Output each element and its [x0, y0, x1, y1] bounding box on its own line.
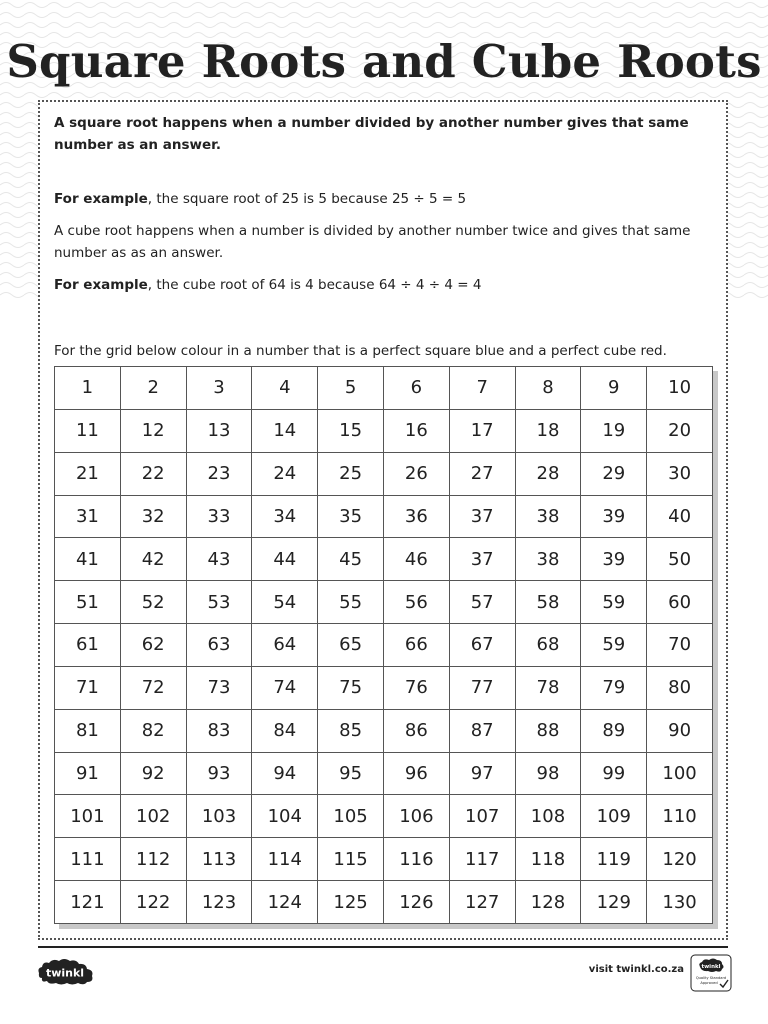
- grid-cell[interactable]: 61: [55, 624, 121, 667]
- grid-cell[interactable]: 129: [581, 881, 647, 924]
- grid-cell[interactable]: 5: [318, 367, 384, 410]
- grid-cell[interactable]: 76: [383, 666, 449, 709]
- grid-cell[interactable]: 63: [186, 624, 252, 667]
- grid-cell[interactable]: 96: [383, 752, 449, 795]
- grid-cell[interactable]: 1: [55, 367, 121, 410]
- grid-row: [55, 709, 713, 752]
- grid-row: [55, 538, 713, 581]
- grid-cell[interactable]: 81: [55, 709, 121, 752]
- grid-cell[interactable]: 12: [120, 409, 186, 452]
- grid-cell[interactable]: 99: [581, 752, 647, 795]
- grid-cell[interactable]: 79: [581, 666, 647, 709]
- grid-cell[interactable]: 117: [449, 838, 515, 881]
- grid-cell[interactable]: 59: [581, 624, 647, 667]
- grid-cell[interactable]: 57: [449, 581, 515, 624]
- grid-cell[interactable]: 73: [186, 666, 252, 709]
- grid-cell[interactable]: 13: [186, 409, 252, 452]
- grid-cell[interactable]: 88: [515, 709, 581, 752]
- grid-cell[interactable]: 16: [383, 409, 449, 452]
- grid-cell[interactable]: 14: [252, 409, 318, 452]
- grid-cell[interactable]: 54: [252, 581, 318, 624]
- grid-cell[interactable]: 91: [55, 752, 121, 795]
- example-lead: For example: [54, 277, 148, 293]
- grid-cell[interactable]: 60: [647, 581, 713, 624]
- grid-cell[interactable]: 2: [120, 367, 186, 410]
- grid-cell[interactable]: 74: [252, 666, 318, 709]
- grid-row: [55, 367, 713, 410]
- square-root-example: [54, 188, 718, 210]
- grid-cell[interactable]: 77: [449, 666, 515, 709]
- grid-cell[interactable]: 10: [647, 367, 713, 410]
- grid-row: [55, 666, 713, 709]
- grid-cell[interactable]: 82: [120, 709, 186, 752]
- grid-cell[interactable]: 32: [120, 495, 186, 538]
- grid-cell[interactable]: 34: [252, 495, 318, 538]
- grid-cell[interactable]: 42: [120, 538, 186, 581]
- grid-cell[interactable]: 102: [120, 795, 186, 838]
- grid-cell[interactable]: 24: [252, 452, 318, 495]
- grid-cell[interactable]: 44: [252, 538, 318, 581]
- cube-root-example: [54, 274, 718, 296]
- grid-cell[interactable]: 109: [581, 795, 647, 838]
- grid-cell[interactable]: 23: [186, 452, 252, 495]
- grid-cell[interactable]: 123: [186, 881, 252, 924]
- page-title: Square Roots and Cube Roots: [6, 35, 762, 88]
- grid-cell[interactable]: 68: [515, 624, 581, 667]
- quality-badge-icon: [690, 954, 732, 992]
- grid-cell[interactable]: 80: [647, 666, 713, 709]
- grid-cell[interactable]: 18: [515, 409, 581, 452]
- grid-cell[interactable]: 111: [55, 838, 121, 881]
- grid-cell[interactable]: 120: [647, 838, 713, 881]
- grid-cell[interactable]: 127: [449, 881, 515, 924]
- badge-line2: Approved: [700, 981, 718, 985]
- grid-cell[interactable]: 9: [581, 367, 647, 410]
- grid-cell[interactable]: 128: [515, 881, 581, 924]
- grid-cell[interactable]: 101: [55, 795, 121, 838]
- grid-cell[interactable]: 31: [55, 495, 121, 538]
- grid-cell[interactable]: 112: [120, 838, 186, 881]
- grid-cell[interactable]: 6: [383, 367, 449, 410]
- grid-cell[interactable]: 21: [55, 452, 121, 495]
- grid-cell[interactable]: 58: [515, 581, 581, 624]
- grid-cell[interactable]: 93: [186, 752, 252, 795]
- grid-cell[interactable]: 59: [581, 581, 647, 624]
- grid-cell[interactable]: 30: [647, 452, 713, 495]
- grid-cell[interactable]: 110: [647, 795, 713, 838]
- footer-url: visit twinkl.co.za: [588, 964, 684, 975]
- twinkl-logo: [36, 956, 98, 986]
- grid-cell[interactable]: 72: [120, 666, 186, 709]
- grid-cell[interactable]: 78: [515, 666, 581, 709]
- grid-row: [55, 752, 713, 795]
- grid-row: [55, 495, 713, 538]
- grid-cell[interactable]: 41: [55, 538, 121, 581]
- grid-cell[interactable]: 11: [55, 409, 121, 452]
- grid-cell[interactable]: 20: [647, 409, 713, 452]
- grid-instruction: For the grid below colour in a number that is a perfect square blue and a perfect cube red.: [54, 343, 667, 359]
- grid-cell[interactable]: 95: [318, 752, 384, 795]
- grid-cell[interactable]: 64: [252, 624, 318, 667]
- grid-cell[interactable]: 22: [120, 452, 186, 495]
- grid-cell[interactable]: 43: [186, 538, 252, 581]
- grid-cell[interactable]: 66: [383, 624, 449, 667]
- grid-cell[interactable]: 19: [581, 409, 647, 452]
- badge-title: twinkl: [701, 964, 721, 970]
- grid-cell[interactable]: 105: [318, 795, 384, 838]
- grid-cell[interactable]: 130: [647, 881, 713, 924]
- grid-row: [55, 881, 713, 924]
- grid-cell[interactable]: 50: [647, 538, 713, 581]
- grid-cell[interactable]: 106: [383, 795, 449, 838]
- grid-cell[interactable]: 45: [318, 538, 384, 581]
- badge-line1: Quality Standard: [695, 976, 727, 980]
- grid-cell[interactable]: 15: [318, 409, 384, 452]
- grid-cell[interactable]: 107: [449, 795, 515, 838]
- example-text: , the square root of 25 is 5 because 25 ÷ 5 = 5: [147, 191, 467, 207]
- grid-cell[interactable]: 38: [515, 538, 581, 581]
- grid-row: [55, 409, 713, 452]
- grid-cell[interactable]: 90: [647, 709, 713, 752]
- grid-cell[interactable]: 122: [120, 881, 186, 924]
- grid-cell[interactable]: 51: [55, 581, 121, 624]
- grid-cell[interactable]: 3: [186, 367, 252, 410]
- grid-cell[interactable]: 103: [186, 795, 252, 838]
- grid-row: [55, 624, 713, 667]
- grid-cell[interactable]: 62: [120, 624, 186, 667]
- grid-cell[interactable]: 119: [581, 838, 647, 881]
- grid-row: [55, 795, 713, 838]
- grid-cell[interactable]: 37: [449, 538, 515, 581]
- example-lead: For example: [54, 191, 148, 207]
- grid-row: [55, 581, 713, 624]
- number-grid: [54, 366, 713, 924]
- grid-cell[interactable]: 39: [581, 495, 647, 538]
- grid-cell[interactable]: 108: [515, 795, 581, 838]
- grid-cell[interactable]: 87: [449, 709, 515, 752]
- grid-cell[interactable]: 46: [383, 538, 449, 581]
- grid-cell[interactable]: 116: [383, 838, 449, 881]
- grid-cell[interactable]: 36: [383, 495, 449, 538]
- grid-row: [55, 838, 713, 881]
- grid-cell[interactable]: 25: [318, 452, 384, 495]
- square-root-definition: A square root happens when a number divided by another number gives that same number as an answer.: [54, 115, 689, 153]
- grid-cell[interactable]: 94: [252, 752, 318, 795]
- grid-cell[interactable]: 124: [252, 881, 318, 924]
- grid-cell[interactable]: 92: [120, 752, 186, 795]
- grid-cell[interactable]: 40: [647, 495, 713, 538]
- grid-cell[interactable]: 71: [55, 666, 121, 709]
- grid-cell[interactable]: 89: [581, 709, 647, 752]
- grid-cell[interactable]: 38: [515, 495, 581, 538]
- grid-cell[interactable]: 86: [383, 709, 449, 752]
- grid-cell[interactable]: 83: [186, 709, 252, 752]
- grid-cell[interactable]: 7: [449, 367, 515, 410]
- example-text: , the cube root of 64 is 4 because 64 ÷ 4 ÷ 4 = 4: [147, 277, 482, 293]
- grid-cell[interactable]: 65: [318, 624, 384, 667]
- grid-cell[interactable]: 125: [318, 881, 384, 924]
- grid-cell[interactable]: 85: [318, 709, 384, 752]
- grid-cell[interactable]: 97: [449, 752, 515, 795]
- grid-cell[interactable]: 118: [515, 838, 581, 881]
- grid-cell[interactable]: 113: [186, 838, 252, 881]
- grid-cell[interactable]: 98: [515, 752, 581, 795]
- grid-cell[interactable]: 55: [318, 581, 384, 624]
- grid-cell[interactable]: 4: [252, 367, 318, 410]
- grid-cell[interactable]: 104: [252, 795, 318, 838]
- grid-cell[interactable]: 100: [647, 752, 713, 795]
- grid-cell[interactable]: 52: [120, 581, 186, 624]
- grid-cell[interactable]: 114: [252, 838, 318, 881]
- grid-cell[interactable]: 121: [55, 881, 121, 924]
- grid-cell[interactable]: 75: [318, 666, 384, 709]
- grid-row: [55, 452, 713, 495]
- grid-cell[interactable]: 67: [449, 624, 515, 667]
- grid-cell[interactable]: 39: [581, 538, 647, 581]
- grid-cell[interactable]: 53: [186, 581, 252, 624]
- grid-cell[interactable]: 28: [515, 452, 581, 495]
- grid-cell[interactable]: 17: [449, 409, 515, 452]
- grid-cell[interactable]: 115: [318, 838, 384, 881]
- grid-cell[interactable]: 56: [383, 581, 449, 624]
- grid-cell[interactable]: 35: [318, 495, 384, 538]
- grid-cell[interactable]: 8: [515, 367, 581, 410]
- grid-cell[interactable]: 126: [383, 881, 449, 924]
- grid-cell[interactable]: 29: [581, 452, 647, 495]
- grid-cell[interactable]: 33: [186, 495, 252, 538]
- grid-cell[interactable]: 84: [252, 709, 318, 752]
- logo-text: twinkl: [45, 966, 85, 980]
- grid-cell[interactable]: 27: [449, 452, 515, 495]
- grid-cell[interactable]: 37: [449, 495, 515, 538]
- footer-divider: [38, 946, 728, 948]
- number-grid-container: [54, 366, 713, 924]
- cube-root-definition: A cube root happens when a number is divided by another number twice and gives that same number as as an answer.: [54, 223, 691, 261]
- grid-cell[interactable]: 70: [647, 624, 713, 667]
- grid-cell[interactable]: 26: [383, 452, 449, 495]
